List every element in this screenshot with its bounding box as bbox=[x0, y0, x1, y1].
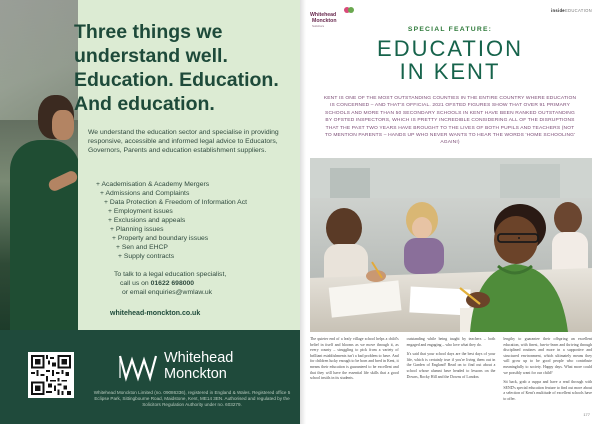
headline-line: understand well. bbox=[74, 45, 228, 67]
feature-title-line: IN KENT bbox=[399, 59, 501, 84]
service-item: + Sen and EHCP bbox=[116, 244, 168, 251]
brand-line: Monckton bbox=[164, 366, 227, 382]
headline-line: Education. Education. bbox=[74, 69, 279, 91]
brand-wordmark bbox=[164, 350, 233, 382]
advert-intro: We understand the education sector and specialise in providing responsive, accessible and informed legal advice to Educators, Governors, Parents and education establishment suppliers. bbox=[88, 129, 279, 154]
feature-title-line: EDUCATION bbox=[377, 36, 523, 61]
section-label-rest: EDUCATION bbox=[564, 8, 592, 13]
article-column bbox=[310, 337, 399, 415]
article-column bbox=[503, 337, 592, 415]
service-item: + Admissions and Complaints bbox=[100, 190, 190, 197]
magazine-masthead-logo bbox=[310, 6, 356, 28]
section-label-bold: inside bbox=[551, 8, 565, 13]
article-column bbox=[407, 337, 496, 415]
service-item: + Employment issues bbox=[108, 208, 173, 215]
article-paragraph: It's said that your school days are the best days of your life, which is certainly true if you're living them out in the Garden of England! Read on to find out about a school whose alumni have headed to lessons on the Downs, Rocky Hill and the Downs of London. bbox=[406, 352, 496, 379]
feature-kicker: SPECIAL FEATURE: bbox=[407, 26, 493, 33]
advert-footer bbox=[0, 330, 300, 424]
headline-line: And education. bbox=[74, 93, 215, 115]
classroom-children-photo bbox=[310, 158, 592, 332]
qr-code-icon[interactable] bbox=[28, 352, 74, 398]
article-paragraph: Sit back, grab a cuppa and have a read through with SEND's special education feature to find out more about a selection of Kent's multitude of excellent schools have to offer. bbox=[503, 380, 593, 401]
contact-email-line[interactable]: or email enquiries@wmlaw.uk bbox=[122, 289, 213, 296]
service-item: + Property and boundary issues bbox=[112, 235, 209, 242]
masthead-line: Monckton bbox=[312, 18, 337, 24]
service-item: + Planning issues bbox=[110, 226, 164, 233]
feature-standfirst: KENT IS ONE OF THE MOST OUTSTANDING COUNTIES IN THE ENTIRE COUNTRY WHERE EDUCATION IS CONCERNED – AND THAT'S OFFICIAL. 2021 OFSTED FIGURES SHOW THAT OVER 91 PRIMARY SCHOOLS AND MORE THAN 50 SECONDARY SCHOOLS IN KENT HAVE BEEN RANKED OUTSTANDING BY OFSTED INSPECTORS, WHICH IS PRETTY INCREDIBLE CONSIDERING ALL OF THE DISRUPTIONS THAT THE PAST TWO YEARS HAVE BROUGHT TO THE LIVES OF BOTH PUPILS AND TEACHERS (NOT TO MENTION PARENTS – HANDS UP WHO NEVER WANTS TO HEAR THE WORDS 'HOME SCHOOLING' AGAIN!) bbox=[323, 96, 577, 146]
article-body bbox=[310, 337, 592, 415]
page-spine-shadow bbox=[300, 0, 306, 424]
whitehead-monckton-logo-icon bbox=[118, 350, 158, 384]
leaf-logo-icon bbox=[344, 6, 354, 14]
contact-line: To talk to a legal education specialist, bbox=[114, 271, 227, 278]
headline-line: Three things we bbox=[74, 21, 223, 43]
service-item: + Academisation & Academy Mergers bbox=[96, 181, 210, 188]
masthead-tagline: Solicitors bbox=[312, 24, 325, 28]
website-link[interactable]: whitehead-monckton.co.uk bbox=[110, 310, 201, 317]
masthead-line: Whitehead bbox=[310, 12, 337, 18]
page-number: 177 bbox=[583, 412, 590, 417]
advert-headline bbox=[74, 20, 296, 116]
article-paragraph: lengthy to guarantee their offspring an excellent education, with finest, fun-to-learn and thriving through disciplined routines and more in a supportive and structured environment, which ultimately means they will grow up to be good people who contribute meaningfully to society. Happy days. What more could we possibly want for our child? bbox=[503, 337, 593, 375]
classroom-teacher-photo bbox=[0, 0, 78, 330]
contact-phone-prefix: call us on bbox=[120, 280, 151, 287]
section-label bbox=[551, 8, 592, 13]
service-item: + Supply contracts bbox=[118, 253, 175, 260]
phone-number[interactable]: 01622 698000 bbox=[150, 280, 195, 287]
article-paragraph: The quieter end of a leafy village school helps a child's belief in itself and blooms as we move through it, as every county – struggling to pick from a variety of brilliant establishments isn't a bad problem to have. And for children lucky enough to be born and bred in Kent, it means their education is guaranteed to be excellent and that they will have the essential life skills that a good school instils in its students. bbox=[310, 337, 399, 381]
brand-line: Whitehead bbox=[164, 350, 234, 366]
editorial-page bbox=[300, 0, 600, 424]
contact-block bbox=[114, 270, 274, 297]
service-item: + Data Protection & Freedom of Information Act bbox=[104, 199, 247, 206]
legal-notice: Whitehead Monckton Limited (no. 09086336), registered in England & Wales. Registered office 5 Eclipse Park, Sittingbourne Road, Maidstone, Kent, ME14 3EN. Authorised and regulated by the Solicitors Regulation Authority under no. 603279. bbox=[93, 390, 291, 407]
article-paragraph: outstanding while being taught by teachers – both engaged and engaging – who love what they do. bbox=[406, 337, 496, 347]
contact-phone-line bbox=[114, 279, 274, 288]
service-item: + Exclusions and appeals bbox=[108, 217, 186, 224]
